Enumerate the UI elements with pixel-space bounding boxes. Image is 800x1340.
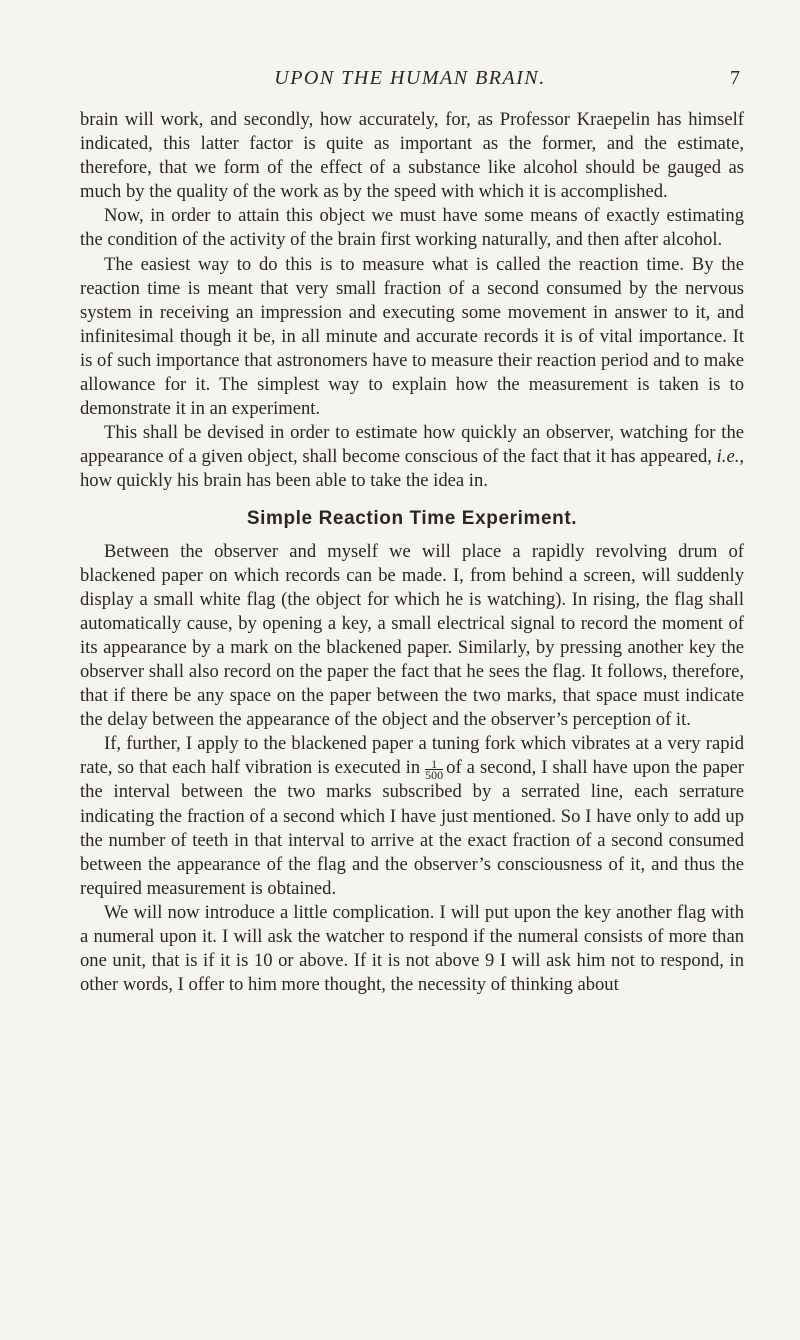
- page-number: 7: [730, 67, 740, 89]
- fraction-numerator: 1: [425, 759, 443, 770]
- paragraph: Between the observer and myself we will place a rapidly revolving drum of blackened paper on which records can be made. I, from behind a screen, will suddenly display a small white flag (the object for which he is watching). In rising, the flag shall automatically cause, by opening a key, a small electrical signal to record the moment of its appearance by a mark on the blackened paper. Similarly, by pressing another key the observer shall also record on the paper the fact that he sees the flag. It follows, therefore, that if there be any space on the paper between the two marks, that space must indicate the delay between the appearance of the object and the observer’s perception of it.: [80, 540, 744, 731]
- paragraph-text: If, further, I apply to the blackened paper a tuning fork which vibrates at a very rapid rate, so that each half vibration is executed in: [80, 733, 744, 779]
- page-body: [80, 108, 744, 997]
- paragraph-text: of a second, I shall have upon the paper the interval between the two marks subscribed by a serrated line, each serrature indicating the fraction of a second which I have just mentioned. So I have only to add up the number of teeth in that interval to arrive at the exact fraction of a second consumed between the appearance of the flag and the observer’s consciousness of it, and thus the required measurement is obtained.: [80, 757, 744, 899]
- paragraph: We will now introduce a little complication. I will put upon the key another flag with a numeral upon it. I will ask the watcher to respond if the numeral consists of more than one unit, that is if it is 10 or above. If it is not above 9 I will ask him not to respond, in other words, I offer to him more thought, the necessity of thinking about: [80, 901, 744, 996]
- running-title: UPON THE HUMAN BRAIN.: [274, 67, 546, 89]
- paragraph: [80, 421, 744, 493]
- section-heading: Simple Reaction Time Experiment.: [246, 507, 578, 529]
- paragraph: Now, in order to attain this object we must have some means of exactly estimating the condition of the activity of the brain first working naturally, and then after alcohol.: [80, 205, 744, 251]
- paragraph-text: This shall be devised in order to estimate how quickly an observer, watching for the appearance of a given object, shall become conscious of the fact that it has appeared,: [80, 422, 744, 468]
- italic-abbreviation: i.e.: [716, 446, 740, 468]
- paragraph: The easiest way to do this is to measure what is called the reaction time. By the reaction time is meant that very small fraction of a second consumed by the nervous system in receiving an impression and executing some movement in answer to it, and infinitesimal though it be, in all minute and accurate records it is of vital importance. It is of such importance that astronomers have to measure their reaction period and to make allowance for it. The simplest way to explain how the measurement is taken is to demonstrate it in an experiment.: [80, 253, 744, 420]
- fraction: [425, 756, 444, 782]
- paragraph: brain will work, and secondly, how accurately, for, as Professor Kraepelin has himself indicated, this latter factor is quite as important as the former, and the estimate, therefore, that we form of the effect of a substance like alcohol should be gauged as much by the quality of the work as by the speed with which it is accomplished.: [80, 109, 744, 203]
- paragraph: [80, 732, 744, 901]
- running-head: [80, 62, 740, 94]
- paragraph-text: , how quickly his brain has been able to take the idea in.: [80, 446, 744, 492]
- fraction-denominator: 500: [425, 767, 444, 782]
